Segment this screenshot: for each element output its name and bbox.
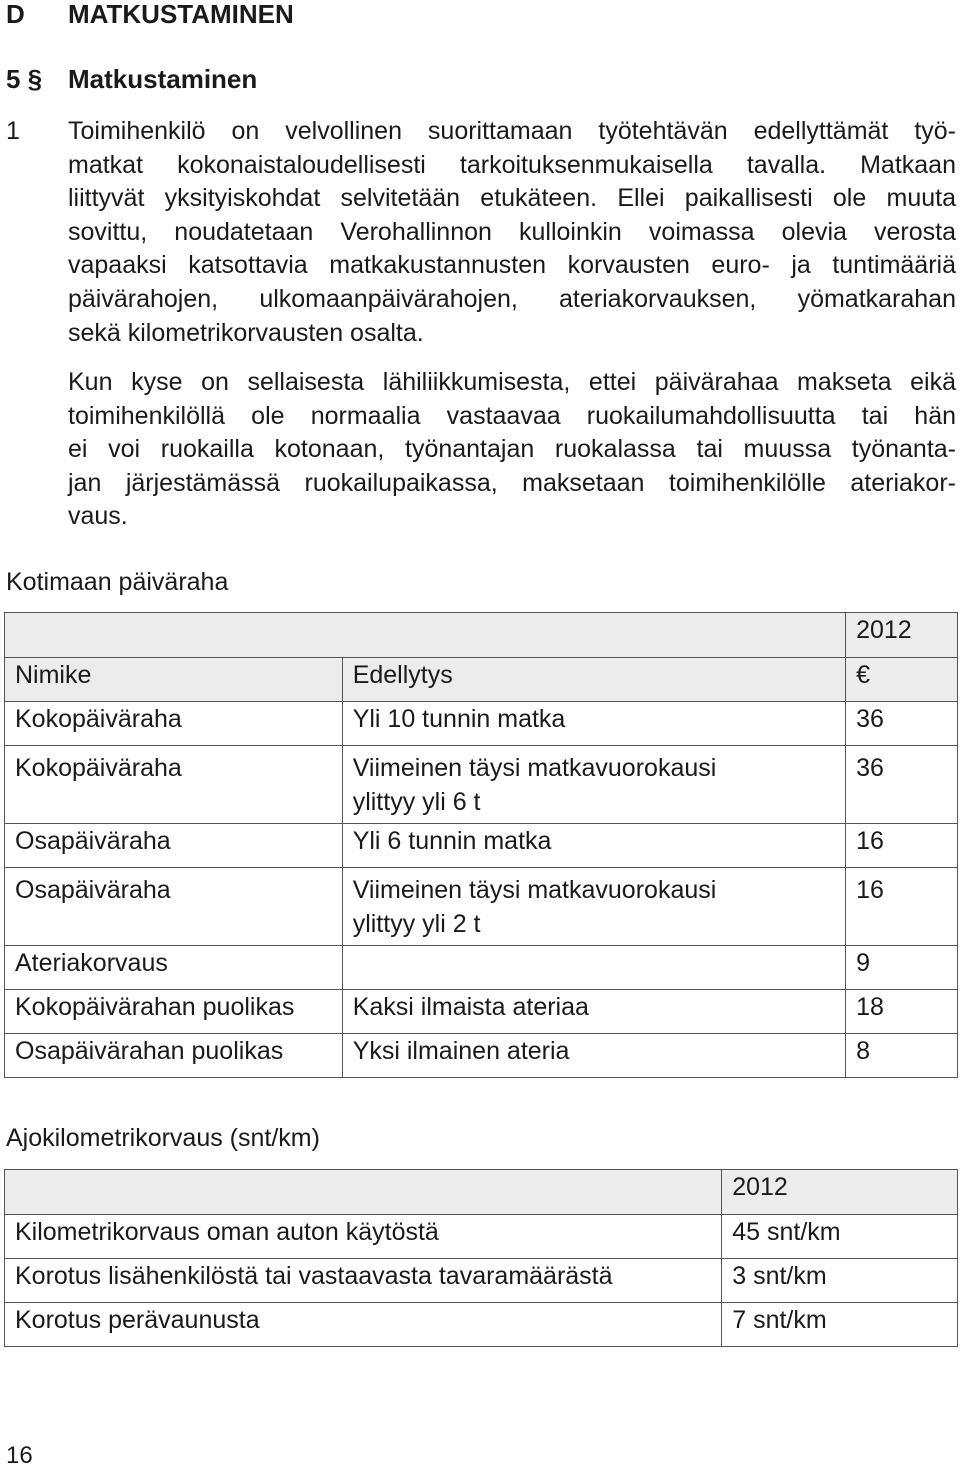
- table-year-row: [5, 613, 958, 658]
- cell-name-text: Osapäiväraha: [15, 876, 171, 904]
- cell-value: 45 snt/km: [722, 1215, 958, 1259]
- paragraph-line: jan järjestämässä ruokailupaikassa, maksetaan toimihenkilölle ateriakor-: [68, 468, 956, 497]
- cell-value: 18: [846, 990, 958, 1034]
- table-row: [5, 1215, 958, 1259]
- paragraph-line: vapaaksi katsottavia matkakustannusten korvausten euro- ja tuntimääriä: [68, 251, 956, 280]
- page-number: 16: [6, 1442, 33, 1469]
- cell-condition: Kaksi ilmaista ateriaa: [342, 990, 845, 1034]
- table-year-row: [5, 1170, 958, 1215]
- cell-name: Ateriakorvaus: [5, 946, 343, 990]
- paragraph-line: sovittu, noudatetaan Verohallinnon kulloinkin voimassa olevia verosta: [68, 217, 956, 246]
- table-caption-mileage: Ajokilometrikorvaus (snt/km): [6, 1124, 320, 1152]
- cell-name: Korotus perävaunusta: [5, 1303, 722, 1347]
- paragraph-line: vaus.: [68, 502, 128, 531]
- cell-name: Korotus lisähenkilöstä tai vastaavasta tavaramäärästä: [5, 1259, 722, 1303]
- paragraph-2: [68, 366, 956, 534]
- paragraph-line: liittyvät yksityiskohdat selvitetään etukäteen. Ellei paikallisesti ole muuta: [68, 184, 956, 213]
- cell-value-text: 36: [856, 754, 884, 782]
- table-row: [5, 1259, 958, 1303]
- paragraph-line: sekä kilometrikorvausten osalta.: [68, 318, 424, 347]
- paragraph-line: päivärahojen, ulkomaanpäivärahojen, ateriakorvauksen, yömatkarahan: [68, 284, 956, 313]
- cell-name: Kokopäivärahan puolikas: [5, 990, 343, 1034]
- cell-condition: [342, 946, 845, 990]
- column-header-condition: Edellytys: [342, 658, 845, 702]
- table-row: [5, 1034, 958, 1078]
- paragraph-line: ei voi ruokailla kotonaan, työnantajan ruokalassa tai muussa työnanta-: [68, 435, 956, 464]
- table-row: [5, 946, 958, 990]
- cell-name: Kilometrikorvaus oman auton käytöstä: [5, 1215, 722, 1259]
- cell-name: [5, 868, 343, 946]
- subsection-number: 5 §: [6, 64, 43, 94]
- cell-condition: Yli 6 tunnin matka: [342, 824, 845, 868]
- table-row: [5, 824, 958, 868]
- paragraph-number: 1: [6, 117, 20, 145]
- cell-name: Osapäivärahan puolikas: [5, 1034, 343, 1078]
- cell-condition: [342, 868, 845, 946]
- column-header-currency: €: [846, 658, 958, 702]
- section-heading: [6, 0, 294, 32]
- table-header-row: [5, 658, 958, 702]
- paragraph-line: matkat kokonaistaloudellisesti tarkoituksenmukaisella tavalla. Matkaan: [68, 150, 956, 179]
- table-caption-domestic-allowance: Kotimaan päiväraha: [6, 568, 229, 596]
- table-year: 2012: [846, 613, 958, 658]
- table-header-blank: [5, 1170, 722, 1215]
- cell-condition-line2: ylittyy yli 6 t: [352, 788, 481, 816]
- section-title: MATKUSTAMINEN: [68, 0, 294, 29]
- subsection-heading: [6, 61, 257, 97]
- table-row: [5, 868, 958, 946]
- cell-name: [5, 746, 343, 824]
- table-year: 2012: [722, 1170, 958, 1215]
- mileage-allowance-table: [4, 1169, 958, 1347]
- cell-value: 16: [846, 824, 958, 868]
- table-row: [5, 990, 958, 1034]
- cell-condition-line1: Viimeinen täysi matkavuorokausi: [352, 876, 717, 904]
- table-row: [5, 702, 958, 746]
- section-letter: D: [6, 0, 25, 29]
- table-header-blank: [5, 613, 846, 658]
- cell-name-text: Kokopäiväraha: [15, 754, 182, 782]
- table-row: [5, 1303, 958, 1347]
- cell-condition-line2: ylittyy yli 2 t: [352, 910, 481, 938]
- cell-value: 8: [846, 1034, 958, 1078]
- column-header-name: Nimike: [5, 658, 343, 702]
- paragraph-1: [68, 115, 956, 350]
- cell-value: 36: [846, 702, 958, 746]
- cell-value: 7 snt/km: [722, 1303, 958, 1347]
- paragraph-line: Toimihenkilö on velvollinen suorittamaan työtehtävän edellyttämät työ-: [68, 117, 956, 145]
- paragraph-line: toimihenkilöllä ole normaalia vastaavaa ruokailumahdollisuutta tai hän: [68, 401, 956, 430]
- cell-name: Kokopäiväraha: [5, 702, 343, 746]
- subsection-title: Matkustaminen: [68, 64, 258, 94]
- cell-name: Osapäiväraha: [5, 824, 343, 868]
- domestic-allowance-table: [4, 612, 958, 1078]
- cell-condition: Yksi ilmainen ateria: [342, 1034, 845, 1078]
- cell-condition-line1: Viimeinen täysi matkavuorokausi: [352, 754, 717, 782]
- cell-condition: Yli 10 tunnin matka: [342, 702, 845, 746]
- paragraph-line: Kun kyse on sellaisesta lähiliikkumisesta, ettei päivärahaa makseta eikä: [68, 368, 956, 396]
- cell-value: [846, 746, 958, 824]
- cell-condition: [342, 746, 845, 824]
- cell-value: 3 snt/km: [722, 1259, 958, 1303]
- cell-value: 9: [846, 946, 958, 990]
- cell-value-text: 16: [856, 876, 884, 904]
- table-row: [5, 746, 958, 824]
- cell-value: [846, 868, 958, 946]
